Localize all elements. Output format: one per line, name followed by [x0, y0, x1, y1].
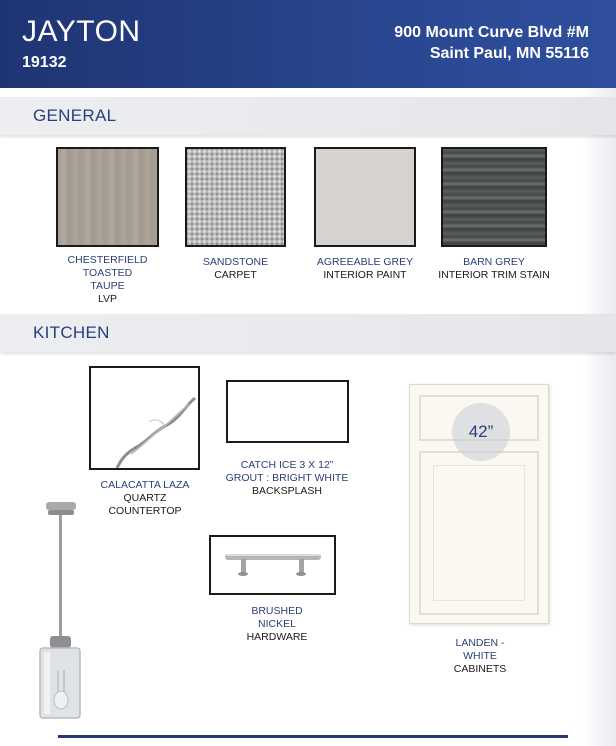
- bar-pull-image: [211, 537, 334, 593]
- plan-name: JAYTON: [22, 15, 141, 48]
- quartz-veining: [91, 368, 198, 468]
- backsplash-name-line: GROUT : BRIGHT WHITE: [225, 472, 349, 484]
- backsplash-caption: [212, 459, 362, 498]
- lvp-name-line: TOASTED: [82, 267, 133, 279]
- backsplash-swatch: [226, 380, 349, 443]
- backsplash-type: BACKSPLASH: [251, 485, 323, 497]
- cabinets-type: CABINETS: [453, 663, 507, 675]
- address-line-2: Saint Paul, MN 55116: [429, 45, 589, 62]
- carpet-name: SANDSTONE: [202, 256, 269, 268]
- section-title-general: GENERAL: [33, 106, 117, 125]
- carpet-swatch: [185, 147, 286, 247]
- cabinet-panel-inset: [433, 465, 525, 601]
- lvp-name-line: CHESTERFIELD: [67, 254, 148, 266]
- lvp-type: LVP: [97, 293, 118, 305]
- cabinet-raised-panel: [419, 451, 539, 615]
- carpet-type: CARPET: [214, 269, 257, 281]
- plan-number: 19132: [22, 54, 67, 71]
- trim-stain-caption: [430, 256, 558, 282]
- hardware-swatch: [209, 535, 336, 595]
- paint-name: AGREEABLE GREY: [316, 256, 414, 268]
- hardware-name-line: BRUSHED: [251, 605, 303, 617]
- paint-caption: [300, 256, 430, 282]
- trim-stain-swatch: [441, 147, 547, 247]
- pendant-light-image: [34, 500, 88, 722]
- quartz-swatch: [89, 366, 200, 470]
- section-band-general: [0, 97, 616, 135]
- header-banner: [0, 0, 616, 88]
- hardware-name-line: NICKEL: [258, 618, 296, 630]
- lvp-name-line: TAUPE: [90, 280, 125, 292]
- lvp-swatch: [56, 147, 159, 247]
- section-band-kitchen: [0, 314, 616, 352]
- carpet-caption: [175, 256, 296, 282]
- footer-divider: [58, 735, 568, 738]
- lvp-caption: [50, 254, 165, 306]
- countertop-type-line: QUARTZ: [123, 492, 167, 504]
- address-line-1: 900 Mount Curve Blvd #M: [394, 24, 589, 41]
- hardware-type: HARDWARE: [246, 631, 308, 643]
- trim-stain-type: INTERIOR TRIM STAIN: [438, 269, 550, 281]
- paint-swatch: [314, 147, 416, 247]
- paint-type: INTERIOR PAINT: [323, 269, 407, 281]
- trim-stain-name: BARN GREY: [463, 256, 525, 268]
- backsplash-name-line: CATCH ICE 3 X 12”: [240, 459, 334, 471]
- page-edge-shadow: [582, 88, 616, 746]
- cabinet-door-image: [409, 384, 549, 624]
- cabinets-caption: [430, 637, 530, 676]
- countertop-name: CALACATTA LAZA: [100, 479, 190, 491]
- cabinets-name-line: LANDEN -: [455, 637, 505, 649]
- countertop-type-line: COUNTERTOP: [108, 505, 182, 517]
- section-title-kitchen: KITCHEN: [33, 323, 110, 342]
- countertop-caption: [85, 479, 205, 518]
- cabinet-height-badge: 42”: [452, 403, 510, 461]
- hardware-caption: [222, 605, 332, 644]
- cabinets-name-line: WHITE: [463, 650, 497, 662]
